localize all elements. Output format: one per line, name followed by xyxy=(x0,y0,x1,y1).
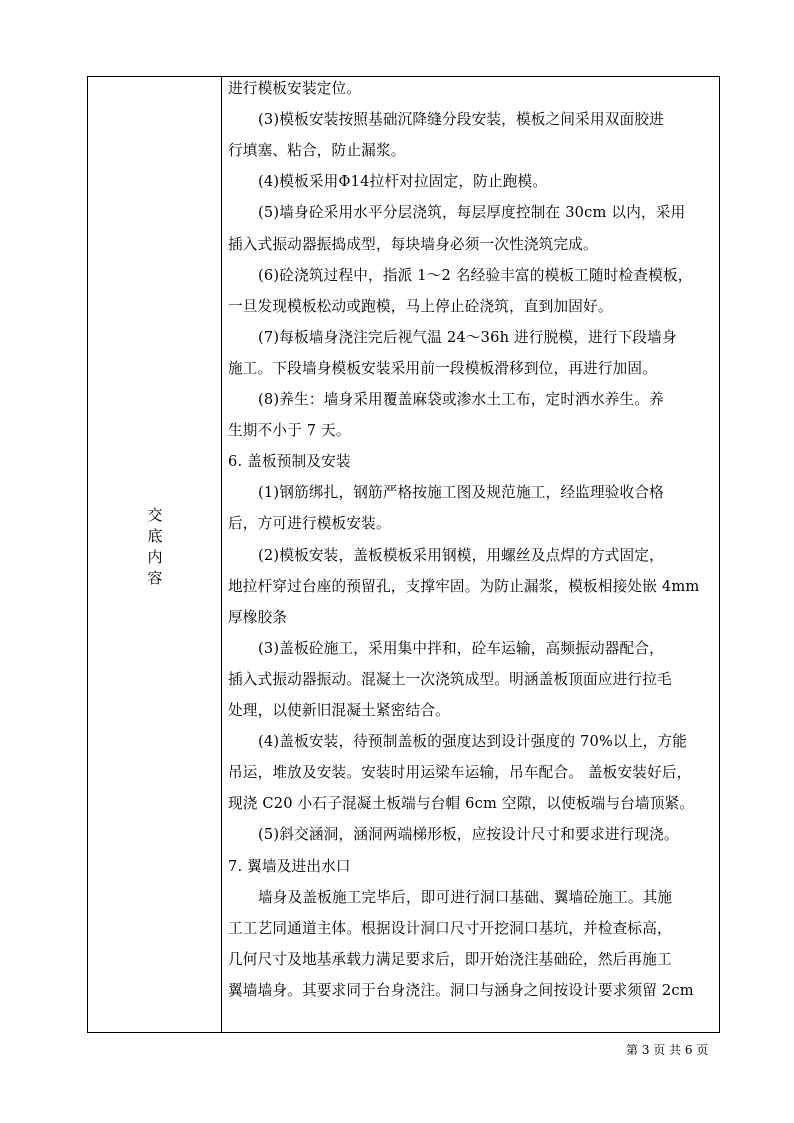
content-line: 插入式振动器振动。混凝土一次浇筑成型。明涵盖板顶面应进行拉毛 xyxy=(228,670,672,688)
content-line: 墙身及盖板施工完毕后，即可进行洞口基础、翼墙砼施工。其施 xyxy=(258,888,673,906)
content-line: 后，方可进行模板安装。 xyxy=(228,515,391,533)
content-line: 厚橡胶条 xyxy=(228,608,288,626)
content-line: (6)砼浇筑过程中，指派 1～2 名经验丰富的模板工随时检查模板， xyxy=(258,266,693,284)
content-line: 处理，以使新旧混凝土紧密结合。 xyxy=(228,702,450,719)
disclosure-content-label xyxy=(88,505,222,589)
content-line: 几何尺寸及地基承载力满足要求后，即开始浇注基础砼，然后再施工 xyxy=(228,950,672,968)
content-line: 7. 翼墙及进出水口 xyxy=(228,857,351,875)
content-line: 翼墙墙身。其要求同于台身浇注。洞口与涵身之间按设计要求须留 2cm xyxy=(228,981,694,999)
content-line: (4)模板采用Φ14拉杆对拉固定，防止跑模。 xyxy=(258,173,548,191)
content-line: (1)钢筋绑扎，钢筋严格按施工图及规范施工，经监理验收合格 xyxy=(258,484,664,502)
content-line: (3)模板安装按照基础沉降缝分段安装，模板之间采用双面胶进 xyxy=(258,111,664,129)
content-line: 现浇 C20 小石子混凝土板端与台帽 6cm 空隙，以使板端与台墙顶紧。 xyxy=(228,795,695,813)
label-char: 底 xyxy=(147,527,163,545)
content-line: 工工艺同通道主体。根据设计洞口尺寸开挖洞口基坑，并检查标高， xyxy=(228,919,672,937)
content-line: 一旦发现模板松动或跑模，马上停止砼浇筑，直到加固好。 xyxy=(228,297,613,315)
content-line: (4)盖板安装，待预制盖板的强度达到设计强度的 70%以上，方能 xyxy=(258,733,687,751)
content-line: 施工。下段墙身模板安装采用前一段模板滑移到位，再进行加固。 xyxy=(228,359,658,377)
content-line: (8)养生：墙身采用覆盖麻袋或渗水土工布，定时洒水养生。养 xyxy=(258,391,664,408)
disclosure-table xyxy=(87,76,720,1033)
label-char: 内 xyxy=(147,548,163,566)
label-column xyxy=(88,77,222,1032)
content-line: (2)模板安装，盖板模板采用钢模，用螺丝及点焊的方式固定， xyxy=(258,546,664,564)
label-char: 交 xyxy=(147,506,163,524)
content-line: (7)每板墙身浇注完后视气温 24～36h 进行脱模，进行下段墙身 xyxy=(258,328,677,346)
page-number: 第 3 页 共 6 页 xyxy=(626,1043,709,1057)
content-line: 生期不小于 7 天。 xyxy=(228,422,351,440)
content-line: 吊运，堆放及安装。安装时用运梁车运输，吊车配合。 盖板安装好后， xyxy=(228,764,692,782)
content-line: (5)斜交涵洞，涵洞两端梯形板，应按设计尺寸和要求进行现浇。 xyxy=(258,826,679,844)
content-line: 插入式振动器振捣成型，每块墙身必须一次性浇筑完成。 xyxy=(228,235,598,253)
content-line: 地拉杆穿过台座的预留孔，支撑牢固。为防止漏浆，模板相接处嵌 4mm xyxy=(228,577,700,595)
content-line: (3)盖板砼施工，采用集中拌和，砼车运输，高频振动器配合， xyxy=(258,639,664,657)
content-line: 进行模板安装定位。 xyxy=(228,80,362,97)
content-line: 6. 盖板预制及安装 xyxy=(228,453,351,471)
content-line: 行填塞、粘合，防止漏浆。 xyxy=(228,142,406,160)
label-char: 容 xyxy=(147,569,163,587)
content-line: (5)墙身砼采用水平分层浇筑，每层厚度控制在 30cm 以内，采用 xyxy=(258,204,686,222)
